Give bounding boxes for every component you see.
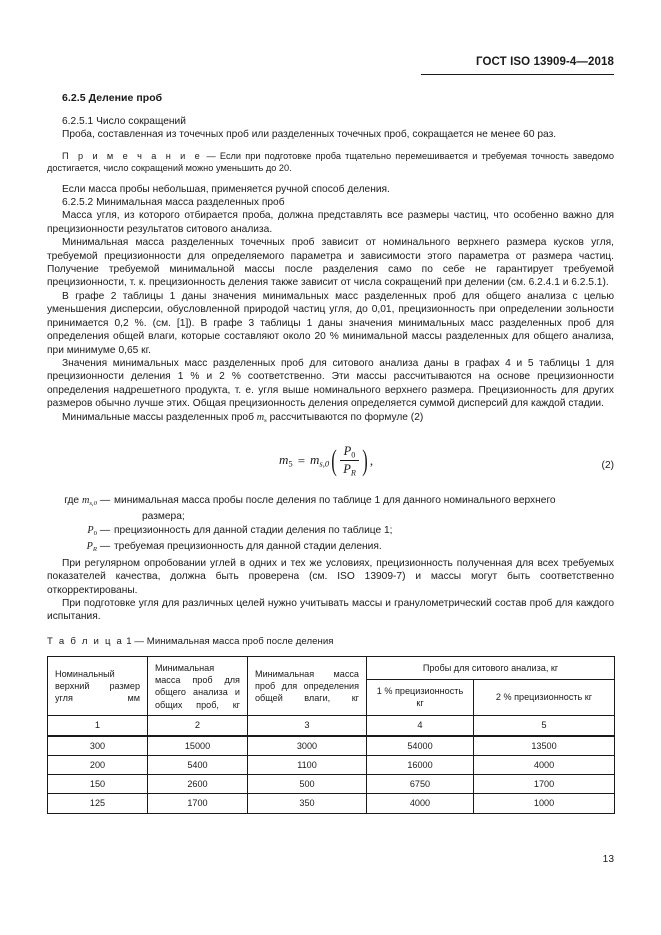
table-cell: 1700 (474, 775, 615, 794)
formula-close-paren: ) (362, 443, 368, 477)
table-header-row-1 (48, 657, 615, 679)
note-block (47, 150, 614, 175)
where-definition-ms0: минимальная масса пробы после деления по таблице 1 для данного номинального верхнего (114, 494, 556, 506)
note-label: П р и м е ч а н и е (62, 150, 203, 161)
table-minimum-mass (47, 656, 615, 813)
formula-intro-symbol-subscript: s (264, 416, 267, 424)
formula-rhs-coefficient: $m_{s,0}$ (310, 452, 330, 469)
page-content (47, 92, 614, 814)
table-cell: 150 (48, 775, 148, 794)
table-column-number: 5 (474, 716, 615, 736)
table-cell: 1700 (148, 794, 248, 813)
formula-fraction (340, 444, 359, 478)
where-item-pr (47, 540, 614, 556)
table-cell: 1000 (474, 794, 615, 813)
formula-trailing-comma: , (369, 452, 374, 468)
table-caption-dash: — (134, 635, 145, 647)
formula-intro-symbol: $m_s$ (256, 411, 267, 424)
paragraph-column-2-3: В графе 2 таблицы 1 даны значения минимальных масс разделенных проб для общего анализа с целью уменьшения дисперсии, обусловленной природой частиц угля, до 0,01, прецизионность при определении зольности принимается 0,2 %. (см. [1]). В графе 3 таблицы 1 даны значения минимальных масс разделенных проб для определения общей влаги, которые составляют около 20 % минимальной массы разделенных для общего анализа, при минимуме 0,65 кг. (47, 290, 614, 356)
table-cell: 3000 (248, 736, 367, 756)
table-header-total-moisture-mass: Минимальная масса проб для определения общей влаги, кг (248, 657, 367, 716)
paragraph-formula-intro (47, 411, 614, 427)
table-cell: 200 (48, 755, 148, 774)
clause-heading-6-2-5-2: 6.2.5.2 Минимальная масса разделенных проб (62, 197, 285, 209)
where-definition-pr: требуемая прецизионность для данной стадии деления. (114, 541, 382, 553)
table-header-nominal-top-size: Номинальный верхний размер угля мм (48, 657, 148, 716)
clause-heading-6-2-5: 6.2.5 Деление проб (62, 92, 163, 104)
paragraph-regular-sampling: При регулярном опробовании углей в одних и тех же условиях, прецизионность полученная для всех требуемых показателей качества, должна быть проверена (см. ISO 13909-7) и массы могут быть соответственно откорректированы. (47, 557, 614, 596)
paragraph-coal-mass: Масса угля, из которого отбирается проба, должна представлять все размеры частиц, что особенно важно для прецизионности результатов ситового анализа. (47, 210, 614, 235)
table-row (48, 736, 615, 756)
table-header-precision-2-percent: 2 % прецизионность кг (474, 679, 615, 716)
formula-open-paren: ( (331, 443, 337, 477)
table-cell: 16000 (367, 755, 474, 774)
where-key-ms0: где $m_{s,0}$ — (64, 494, 110, 507)
table-caption-label: Т а б л и ц а (47, 635, 124, 647)
where-item-ms0 (47, 494, 614, 510)
table-column-number: 3 (248, 716, 367, 736)
note-text: — Если при подготовке проба тщательно перемешивается и требуемая точность заведомо достигается, число сокращений можно уменьшить до 20. (47, 150, 614, 174)
where-key-p0: $P_0$ — (87, 524, 110, 537)
table-column-number: 1 (48, 716, 148, 736)
table-row (48, 755, 615, 774)
table-cell: 500 (248, 775, 367, 794)
table-cell: 350 (248, 794, 367, 813)
table-cell: 1100 (248, 755, 367, 774)
table-cell: 4000 (474, 755, 615, 774)
paragraph-min-mass-depends: Минимальная масса разделенных точечных проб зависит от номинального верхнего размера кусков угля, требуемой прецизионности для определяемого параметра и зависимости этого параметра от размера частиц. Получение требуемой минимальной массы после разделения само по себе не гарантирует требуемой прецизионности, т. к. прецизионность деления также зависит от числа сокращений при делении (см. 6.2.4.1 и 6.2.5.1). (47, 237, 614, 289)
table-caption-text: Минимальная масса проб после деления (146, 635, 334, 647)
table-head (48, 657, 615, 716)
running-header-standard: ГОСТ ISO 13909-4—2018 (476, 56, 614, 68)
where-key-pr: $P_R$ — (86, 541, 110, 554)
table-row (48, 775, 615, 794)
where-definition-p0: прецизионность для данной стадии деления по таблице 1; (114, 524, 393, 536)
table-column-number: 4 (367, 716, 474, 736)
where-item-p0 (47, 524, 614, 540)
table-row (48, 794, 615, 813)
table-column-number: 2 (148, 716, 248, 736)
formula-intro-prefix: Минимальные массы разделенных проб (62, 411, 257, 423)
table-cell: 5400 (148, 755, 248, 774)
table-column-number-row (48, 716, 615, 736)
table-caption (47, 635, 614, 648)
table-header-precision-1-percent: 1 % прецизионность кг (367, 679, 474, 716)
formula-numerator: $P_0$ (343, 443, 356, 460)
formula-equals: = (297, 452, 306, 468)
table-cell: 125 (48, 794, 148, 813)
table-caption-number: 1 (126, 635, 132, 647)
paragraph-manual-division: Если масса пробы небольшая, применяется ручной способ деления. (62, 183, 390, 195)
where-continuation-ms0: размера; (142, 511, 185, 523)
table-header-general-analysis-mass: Минимальная масса проб для общего анализа и общих проб, кг (148, 657, 248, 716)
table-cell: 2600 (148, 775, 248, 794)
formula-lhs: $m_5$ (279, 452, 293, 469)
table-body (48, 716, 615, 813)
header-rule (421, 74, 614, 75)
table-cell: 54000 (367, 736, 474, 756)
formula-denominator: $P_R$ (343, 462, 356, 478)
table-cell: 13500 (474, 736, 615, 756)
table-cell: 6750 (367, 775, 474, 794)
where-definitions (47, 494, 614, 557)
table-cell: 15000 (148, 736, 248, 756)
paragraph-column-4-5: Значения минимальных масс разделенных проб для ситового анализа даны в графах 4 и 5 таблицы 1 для прецизионности деления 1 % и 2 % соответственно. Эти массы рассчитываются на основе прецизионности определения надрешетного продукта, т. е. угля выше номинального верхнего размера. Прецизионность для других размеров обычно лучше этих. Общая прецизионность деления определяется суммой дисперсий для каждой стадии. (47, 357, 614, 410)
paragraph-number-of-reductions: Проба, составленная из точечных проб или разделенных точечных проб, сокращается не менее 60 раз. (62, 129, 557, 141)
paragraph-preparation-purposes: При подготовке угля для различных целей нужно учитывать массы и гранулометрический состав проб для каждого испытания. (47, 598, 614, 623)
page-number: 13 (602, 854, 614, 865)
equation-number: (2) (601, 459, 614, 471)
equation-2 (279, 444, 373, 478)
table-cell: 300 (48, 736, 148, 756)
table-cell: 4000 (367, 794, 474, 813)
clause-heading-6-2-5-1: 6.2.5.1 Число сокращений (62, 116, 186, 127)
table-header-sieve-analysis-group: Пробы для ситового анализа, кг (367, 657, 615, 679)
formula-intro-suffix: рассчитываются по формуле (2) (266, 411, 424, 423)
formula-block (47, 440, 614, 494)
